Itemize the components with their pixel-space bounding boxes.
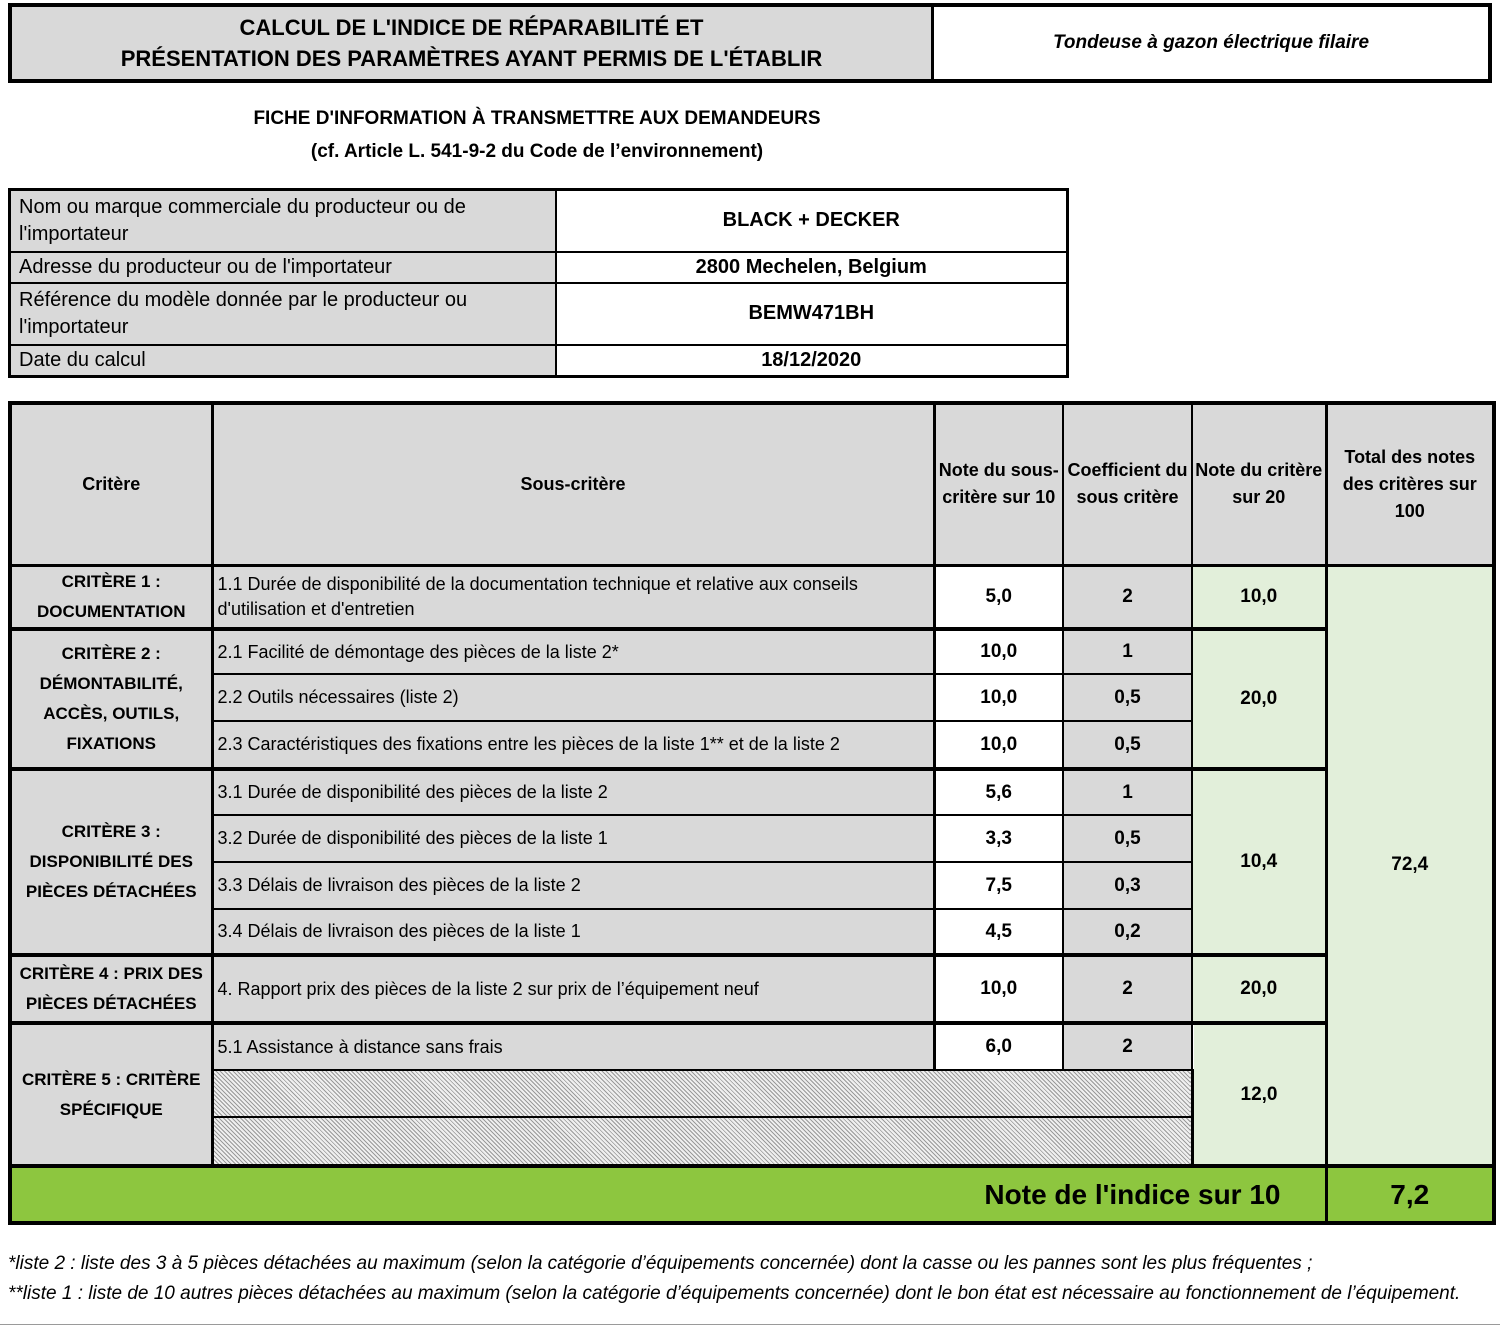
subcriterion-3-3-coefficient: 0,3 [1063, 862, 1192, 909]
subcriterion-3-2-label: 3.2 Durée de disponibilité des pièces de la liste 1 [212, 815, 934, 862]
subcriterion-2-1-label: 2.1 Facilité de démontage des pièces de la liste 2* [212, 629, 934, 674]
col-header-sous-critere: Sous-critère [212, 403, 934, 565]
col-header-note-sous-critere: Note du sous-critère sur 10 [934, 403, 1063, 565]
table-row [10, 1023, 1494, 1070]
document-title-line1: CALCUL DE L'INDICE DE RÉPARABILITÉ ET [239, 15, 704, 40]
criterion-5-name: CRITÈRE 5 : CRITÈRE SPÉCIFIQUE [10, 1023, 212, 1166]
table-row [10, 252, 1068, 283]
col-header-total: Total des notes des critères sur 100 [1326, 403, 1494, 565]
final-score-label: Note de l'indice sur 10 [10, 1166, 1326, 1223]
subcriterion-3-1-label: 3.1 Durée de disponibilité des pièces de la liste 2 [212, 769, 934, 815]
table-row [10, 565, 1494, 629]
producer-info-table [8, 188, 1069, 378]
col-header-coefficient: Coefficient du sous critère [1063, 403, 1192, 565]
subcriterion-2-1-coefficient: 1 [1063, 629, 1192, 674]
producer-address-label: Adresse du producteur ou de l'importateur [10, 252, 556, 283]
subcriterion-5-1-label: 5.1 Assistance à distance sans frais [212, 1023, 934, 1070]
criterion-2-name: CRITÈRE 2 : DÉMONTABILITÉ, ACCÈS, OUTILS, FIXATIONS [10, 629, 212, 769]
subcriterion-1-1-coefficient: 2 [1063, 565, 1192, 629]
subcriterion-4-label: 4. Rapport prix des pièces de la liste 2 sur prix de l’équipement neuf [212, 955, 934, 1023]
producer-name-label: Nom ou marque commerciale du producteur ou de l'importateur [10, 190, 556, 252]
model-reference-value: BEMW471BH [556, 283, 1068, 345]
producer-address-value: 2800 Mechelen, Belgium [556, 252, 1068, 283]
subtitle-line2: (cf. Article L. 541-9-2 du Code de l’environnement) [310, 141, 764, 162]
table-row [10, 345, 1068, 377]
subcriterion-3-4-note: 4,5 [934, 909, 1063, 955]
score-table-wrapper [8, 401, 1496, 1225]
criterion-3-name: CRITÈRE 3 : DISPONIBILITÉ DES PIÈCES DÉTACHÉES [10, 769, 212, 955]
criterion-5-note-sur-20: 12,0 [1192, 1023, 1326, 1166]
table-row [10, 629, 1494, 674]
subcriterion-2-1-note: 10,0 [934, 629, 1063, 674]
score-table [8, 401, 1496, 1225]
subcriterion-3-1-note: 5,6 [934, 769, 1063, 815]
subcriterion-1-1-note: 5,0 [934, 565, 1063, 629]
model-reference-label: Référence du modèle donnée par le producteur ou l'importateur [10, 283, 556, 345]
col-header-critere: Critère [10, 403, 212, 565]
subcriterion-2-3-coefficient: 0,5 [1063, 721, 1192, 769]
subcriterion-3-1-coefficient: 1 [1063, 769, 1192, 815]
criterion-1-note-sur-20: 10,0 [1192, 565, 1326, 629]
subtitle-line1: FICHE D'INFORMATION À TRANSMETTRE AUX DEMANDEURS [253, 108, 821, 129]
document-title [12, 7, 934, 79]
subcriterion-3-2-note: 3,3 [934, 815, 1063, 862]
document-title-line2: PRÉSENTATION DES PARAMÈTRES AYANT PERMIS DE L'ÉTABLIR [120, 46, 823, 71]
criterion-4-note-sur-20: 20,0 [1192, 955, 1326, 1023]
header-row [10, 403, 1494, 565]
final-score-row [10, 1166, 1494, 1223]
criterion-2-note-sur-20: 20,0 [1192, 629, 1326, 769]
subcriterion-3-3-note: 7,5 [934, 862, 1063, 909]
subcriterion-4-coefficient: 2 [1063, 955, 1192, 1023]
subcriterion-4-note: 10,0 [934, 955, 1063, 1023]
product-category: Tondeuse à gazon électrique filaire [934, 7, 1488, 79]
criterion-3-note-sur-20: 10,4 [1192, 769, 1326, 955]
subcriterion-1-1-label: 1.1 Durée de disponibilité de la documentation technique et relative aux conseils d'utilisation et d'entretien [212, 565, 934, 629]
subcriterion-3-2-coefficient: 0,5 [1063, 815, 1192, 862]
subcriterion-3-4-coefficient: 0,2 [1063, 909, 1192, 955]
table-row [10, 955, 1494, 1023]
footnotes [8, 1250, 1490, 1310]
calculation-date-value: 18/12/2020 [556, 345, 1068, 377]
final-score-value: 7,2 [1326, 1166, 1494, 1223]
footnote-liste-2: *liste 2 : liste des 3 à 5 pièces détachées au maximum (selon la catégorie d’équipements concernée) dont la casse ou les pannes sont les plus fréquentes ; [8, 1253, 1313, 1274]
table-row [10, 769, 1494, 815]
total-notes-sur-100: 72,4 [1326, 565, 1494, 1166]
producer-name-value: BLACK + DECKER [556, 190, 1068, 252]
subcriterion-2-2-coefficient: 0,5 [1063, 674, 1192, 721]
subcriterion-2-2-label: 2.2 Outils nécessaires (liste 2) [212, 674, 934, 721]
bottom-rule [0, 1324, 1500, 1325]
table-row [10, 190, 1068, 252]
calculation-date-label: Date du calcul [10, 345, 556, 377]
subtitle [8, 108, 1066, 163]
subcriterion-3-4-label: 3.4 Délais de livraison des pièces de la liste 1 [212, 909, 934, 955]
subcriterion-3-3-label: 3.3 Délais de livraison des pièces de la liste 2 [212, 862, 934, 909]
hatched-empty-cell [212, 1070, 1192, 1117]
col-header-note-critere: Note du critère sur 20 [1192, 403, 1326, 565]
title-bar [8, 3, 1492, 83]
criterion-4-name: CRITÈRE 4 : PRIX DES PIÈCES DÉTACHÉES [10, 955, 212, 1023]
hatched-empty-cell [212, 1117, 1192, 1166]
subcriterion-5-1-note: 6,0 [934, 1023, 1063, 1070]
footnote-liste-1: **liste 1 : liste de 10 autres pièces détachées au maximum (selon la catégorie d’équipements concernée) dont le bon état est nécessaire au fonctionnement de l’équipement. [8, 1283, 1461, 1304]
table-row [10, 283, 1068, 345]
subcriterion-5-1-coefficient: 2 [1063, 1023, 1192, 1070]
subcriterion-2-2-note: 10,0 [934, 674, 1063, 721]
subcriterion-2-3-note: 10,0 [934, 721, 1063, 769]
criterion-1-name: CRITÈRE 1 : DOCUMENTATION [10, 565, 212, 629]
subcriterion-2-3-label: 2.3 Caractéristiques des fixations entre les pièces de la liste 1** et de la liste 2 [212, 721, 934, 769]
